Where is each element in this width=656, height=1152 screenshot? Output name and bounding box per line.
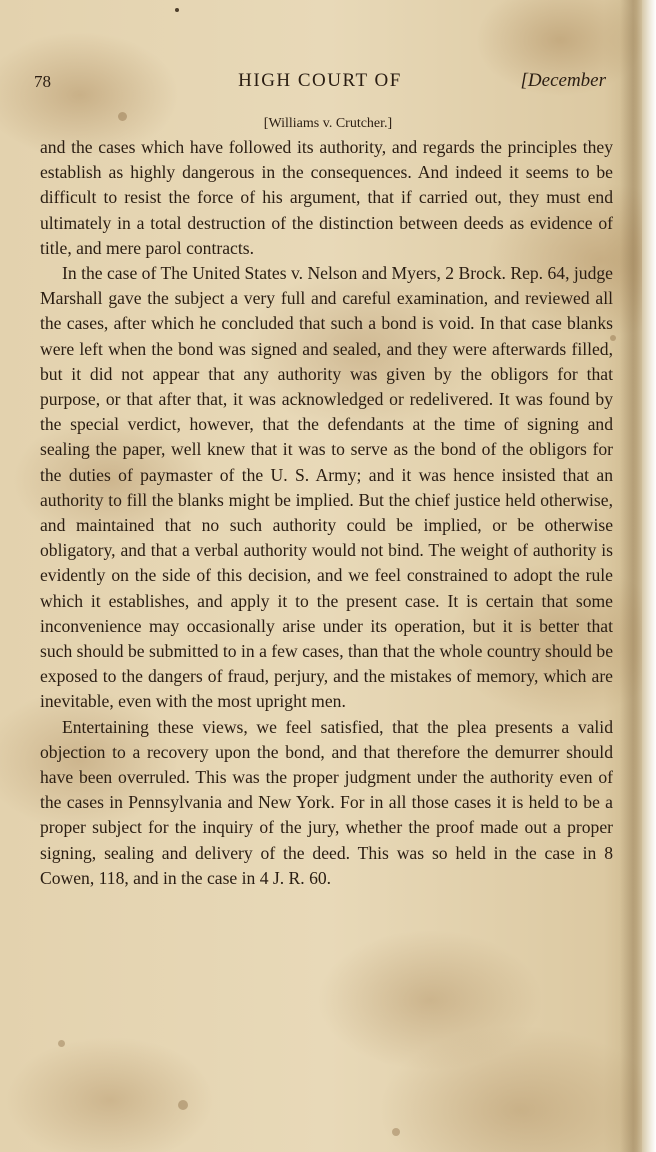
paragraph-conclusion: Entertaining these views, we feel satisfied, that the plea presents a valid objection to a recovery upon the bond, and that therefore the demurrer should have been overruled. This was the proper judgment under the authority even of the cases in Pennsylvania and New York. For in all those cases it is held to be a proper subject for the inquiry of the jury, whether the proof made out a proper signing, sealing and delivery of the deed. This was so held in the case in 8 Cowen, 118, and in the case in 4 J. R. 60. xyxy=(40,716,613,888)
page-edge xyxy=(642,0,656,1152)
running-date: [December xyxy=(520,70,606,91)
spine-shadow xyxy=(620,0,642,1152)
body-text xyxy=(40,135,613,891)
running-header xyxy=(34,68,606,96)
foxing-spot xyxy=(58,1040,65,1047)
foxing-spot xyxy=(175,8,179,12)
running-title: HIGH COURT OF xyxy=(238,70,402,91)
foxing-spot xyxy=(392,1128,400,1136)
case-caption: [Williams v. Crutcher.] xyxy=(263,116,393,131)
paragraph-continuation: and the cases which have followed its authority, and regards the principles they establish as highly dangerous in the consequences. And indeed it seems to be difficult to resist the force of his argument, that if carried out, they must end ultimately in a total destruction of the distinction between deeds as evidence of title, and mere parol contracts. xyxy=(40,137,613,258)
page-number: 78 xyxy=(34,72,51,91)
foxing-spot xyxy=(178,1100,188,1110)
paragraph-nelson-case: In the case of The United States v. Nelson and Myers, 2 Brock. Rep. 64, judge Marshall gave the subject a very full and careful examination, and reviewed all the cases, after which he concluded that such a bond is void. In that case blanks were left when the bond was signed and sealed, and they were afterwards filled, but it did not appear that any authority was given by the obligors for that purpose, or that after that, it was acknowledged or redelivered. It was found by the special verdict, however, that the defendants at the time of signing and sealing the paper, well knew that it was to serve as the bond of the obligors for the duties of paymaster of the U. S. Army; and it was hence insisted that an authority to fill the blanks might be implied. But the chief justice held otherwise, and maintained that no such authority could be implied, or be otherwise obligatory, and that a verbal authority would not bind. The weight of authority is evidently on the side of this decision, and we feel constrained to adopt the rule which it establishes, and apply it to the present case. It is certain that some inconvenience may occasionally arise under its operation, but it is better that such should be submitted to in a few cases, than that the whole country should be exposed to the dangers of fraud, perjury, and the mistakes of memory, which are inevitable, even with the most upright men. xyxy=(40,263,613,712)
